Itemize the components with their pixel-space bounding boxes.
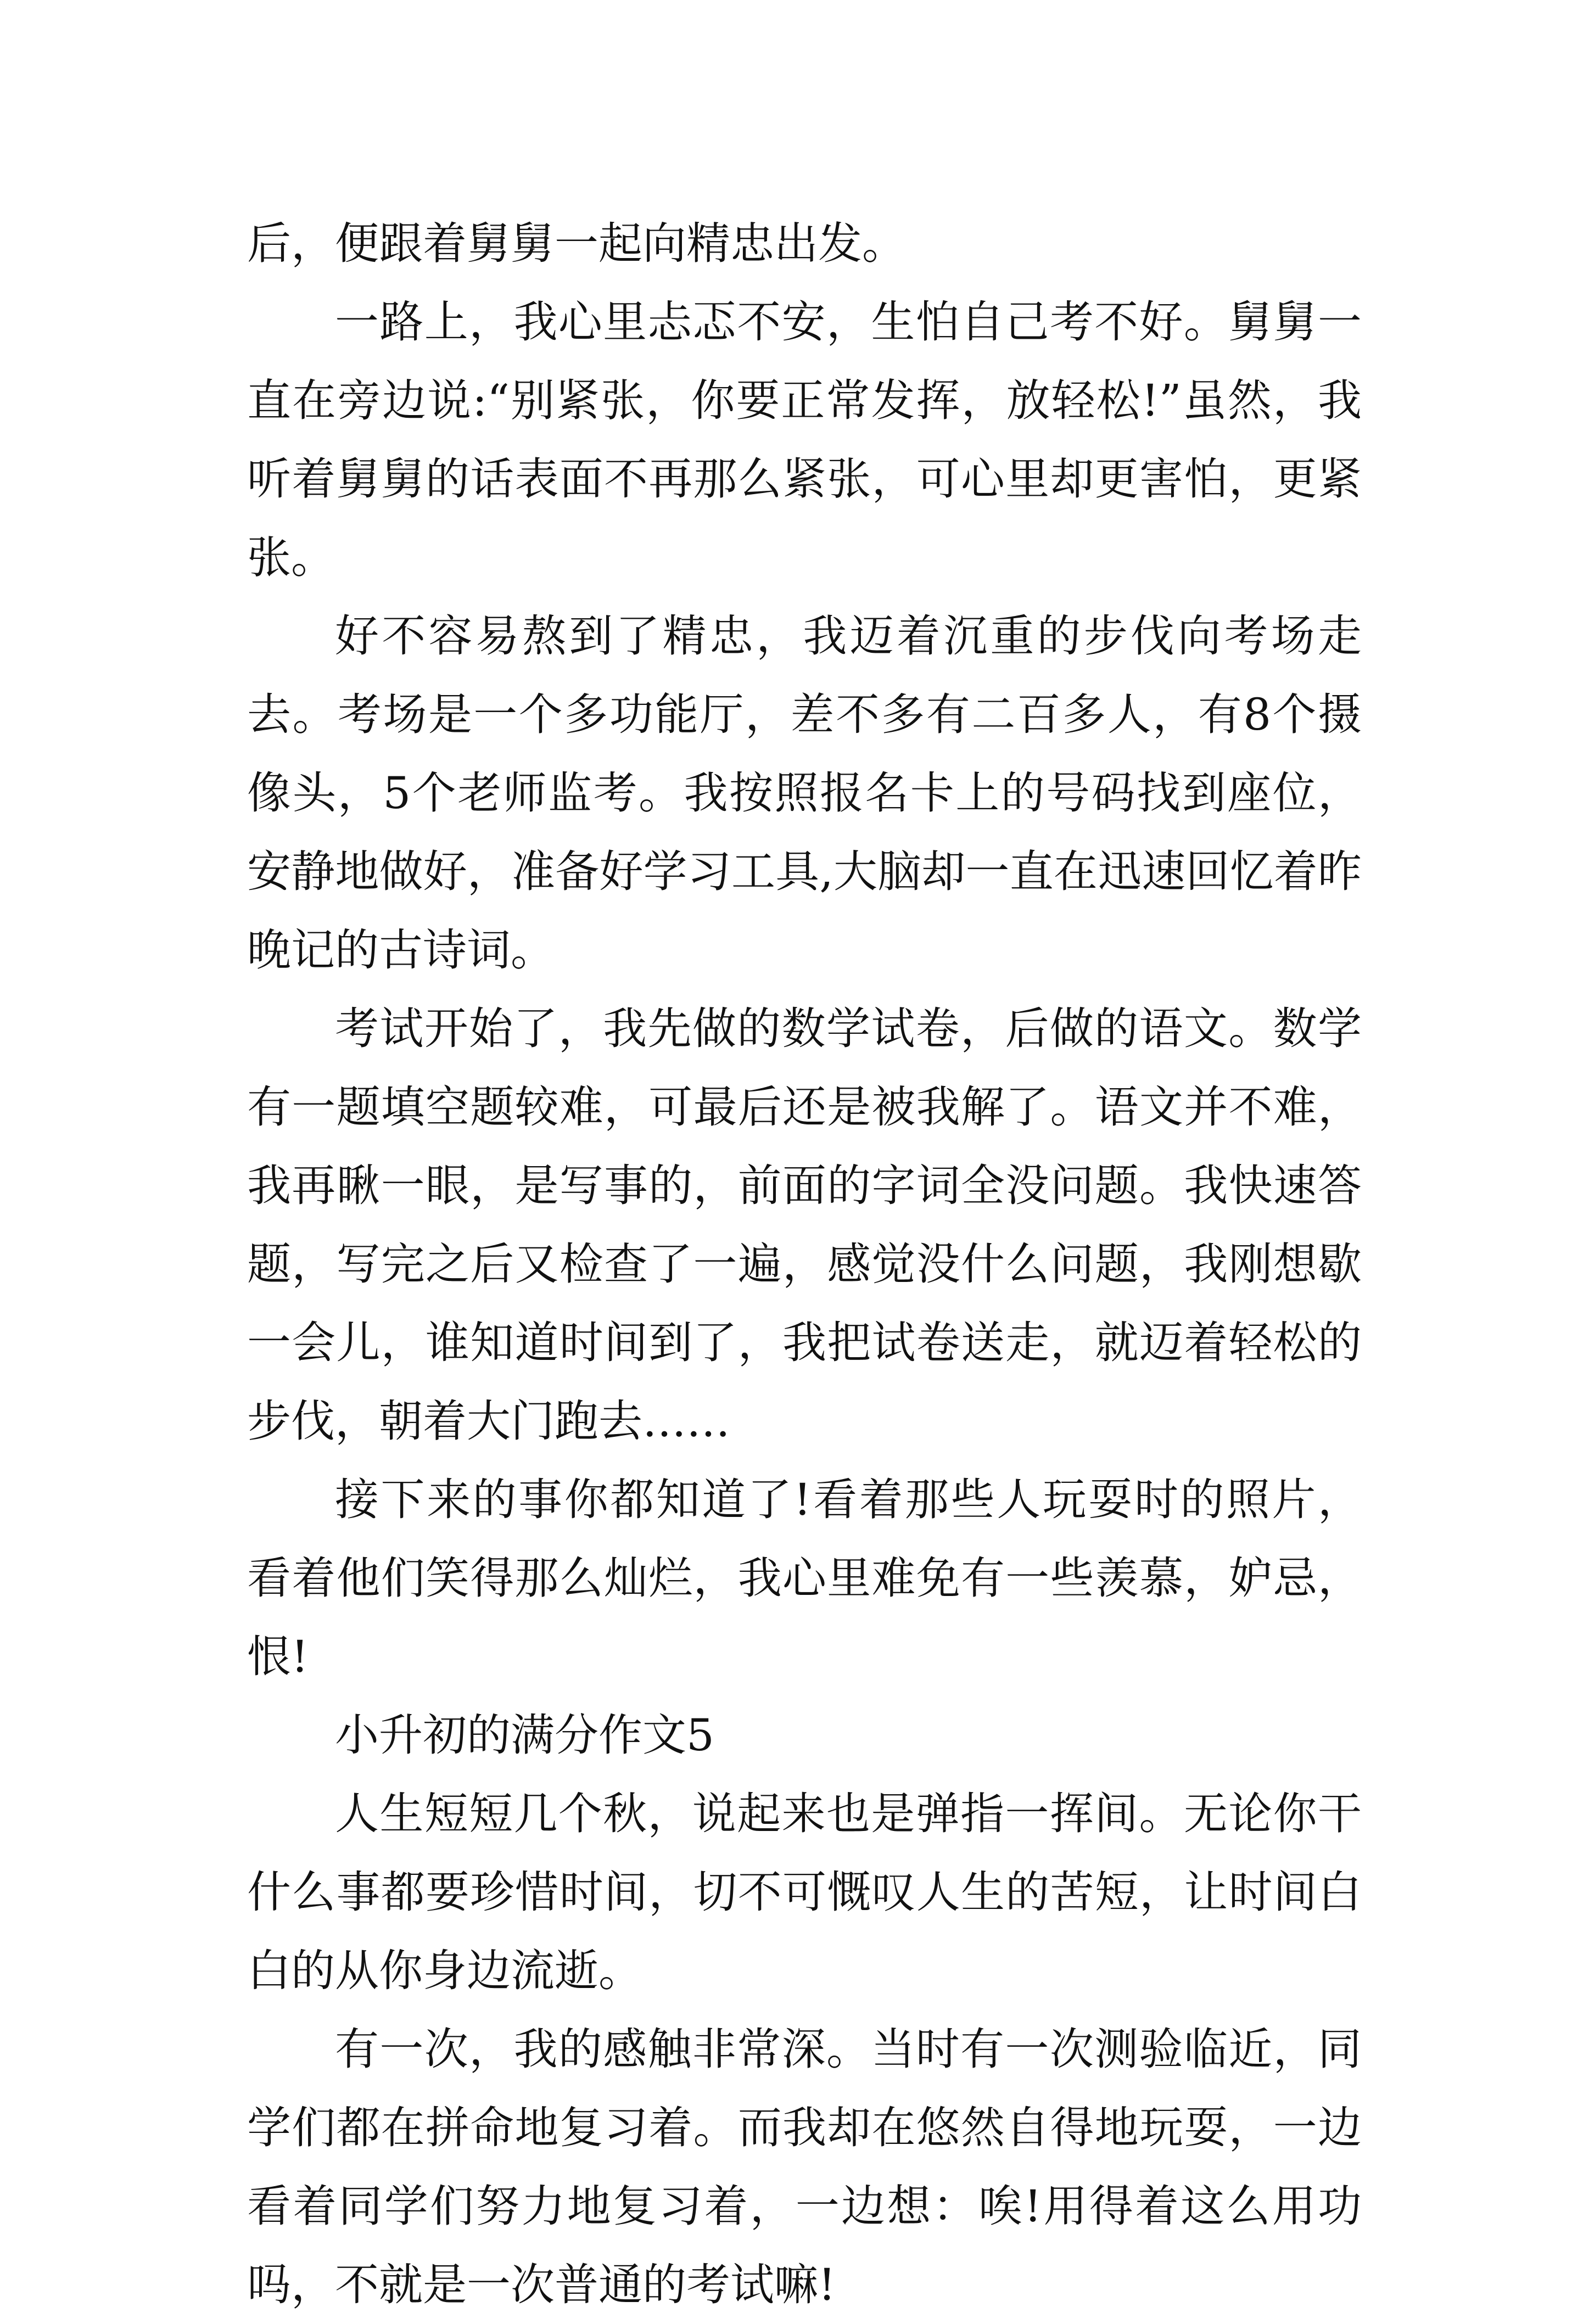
paragraph: 有一次，我的感触非常深。当时有一次测验临近，同学们都在拼命地复习着。而我却在悠然自得地玩耍，一边看着同学们努力地复习着，一边想：唉!用得着这么用功吗，不就是一次普通的考试嘛!	[247, 2024, 1362, 2310]
paragraph: 接下来的事你都知道了!看着那些人玩耍时的照片，看着他们笑得那么灿烂，我心里难免有一些羡慕，妒忌，恨!	[247, 1474, 1362, 1682]
paragraph: 人生短短几个秋，说起来也是弹指一挥间。无论你干什么事都要珍惜时间，切不可慨叹人生的苦短，让时间白白的从你身边流逝。	[247, 1788, 1362, 1996]
paragraph: 好不容易熬到了精忠，我迈着沉重的步伐向考场走去。考场是一个多功能厅，差不多有二百多人，有8个摄像头，5个老师监考。我按照报名卡上的号码找到座位，安静地做好，准备好学习工具,大脑却一直在迅速回忆着昨晚记的古诗词。	[247, 611, 1362, 976]
paragraph: 一路上，我心里忐忑不安，生怕自己考不好。舅舅一直在旁边说:“别紧张，你要正常发挥，放轻松!”虽然，我听着舅舅的话表面不再那么紧张，可心里却更害怕，更紧张。	[247, 296, 1362, 583]
document-body	[247, 204, 1362, 2324]
paragraph-continuation: 后，便跟着舅舅一起向精忠出发。	[247, 218, 906, 269]
section-heading: 小升初的满分作文5	[335, 1710, 714, 1761]
paragraph: 考试开始了，我先做的数学试卷，后做的语文。数学有一题填空题较难，可最后还是被我解了。语文并不难，我再瞅一眼，是写事的，前面的字词全没问题。我快速答题，写完之后又检查了一遍，感觉没什么问题，我刚想歇一会儿，谁知道时间到了，我把试卷送走，就迈着轻松的步伐，朝着大门跑去……	[247, 1003, 1362, 1447]
